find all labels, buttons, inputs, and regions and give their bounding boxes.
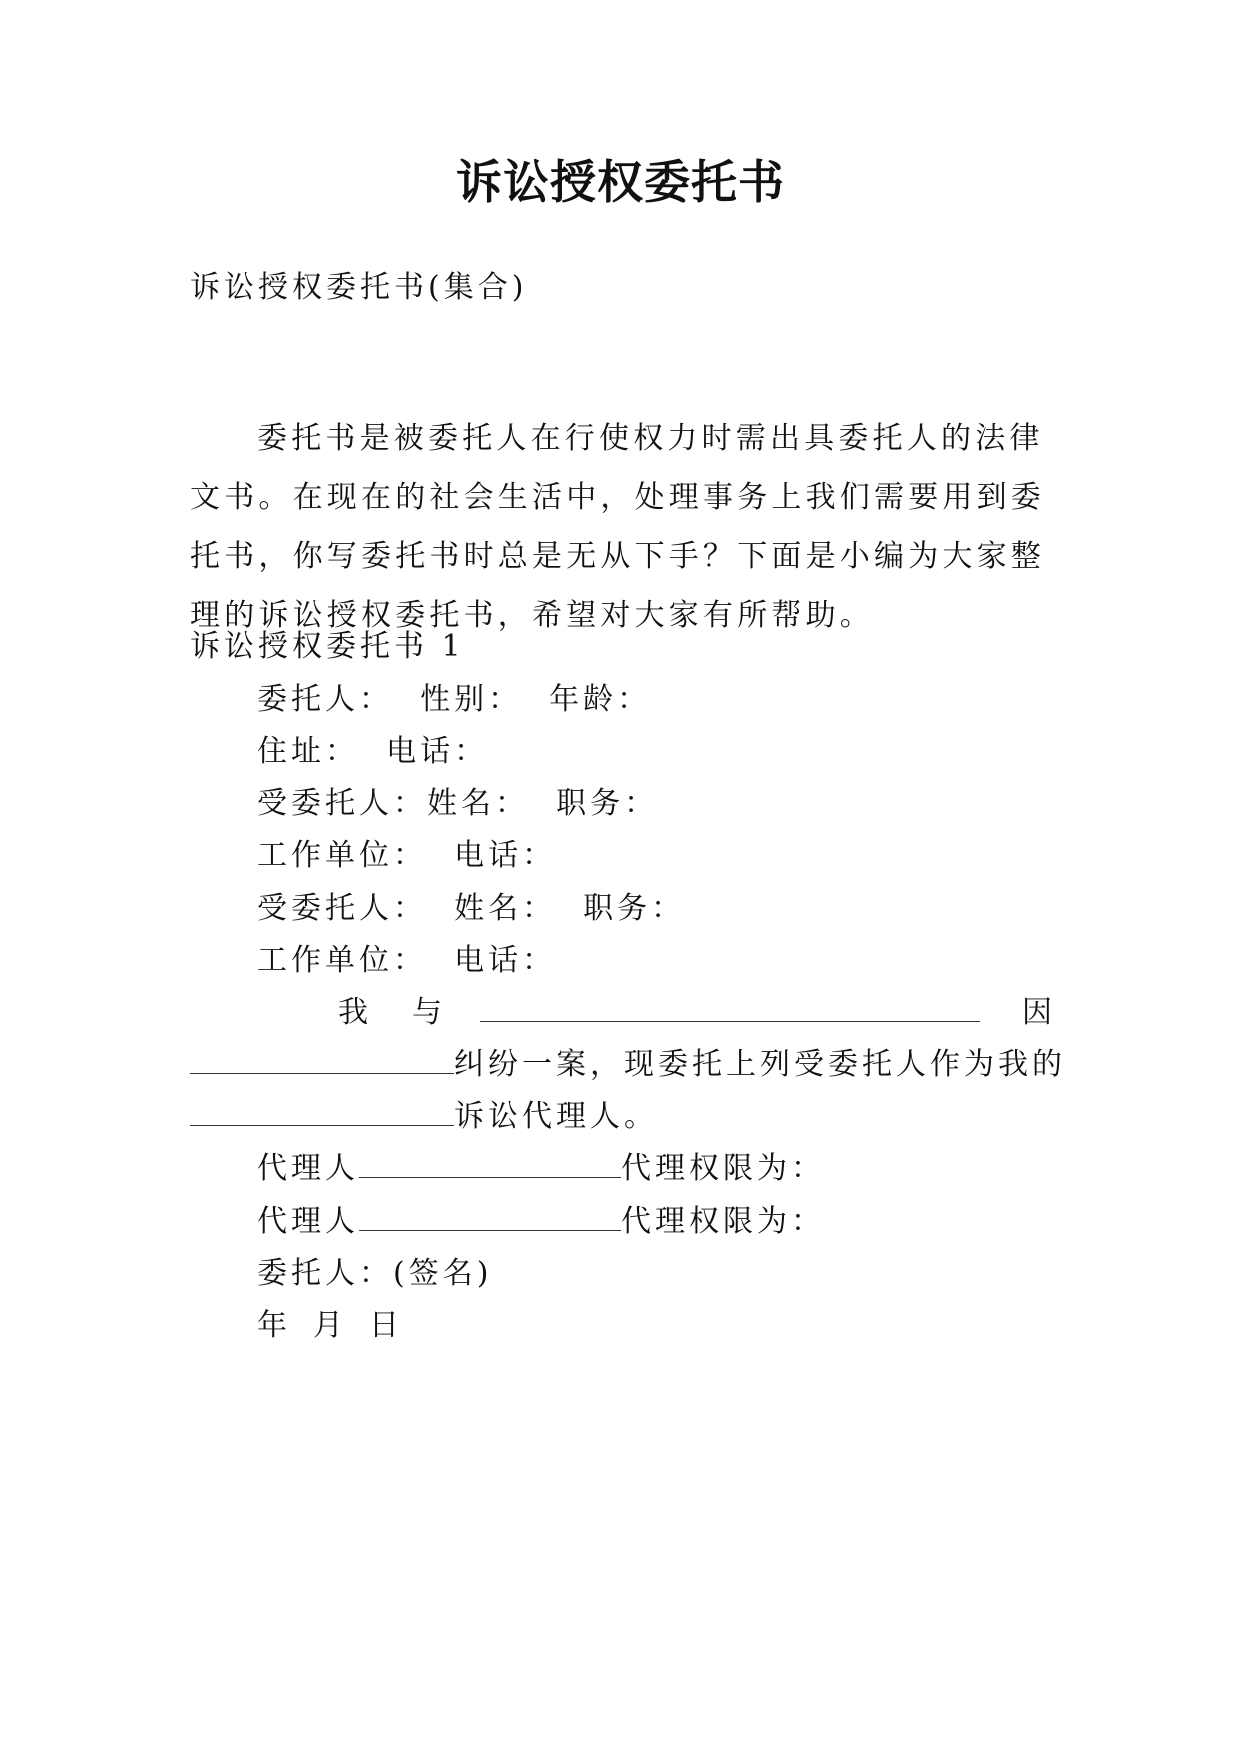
agent2-authority-label: 代理权限为：	[621, 1204, 825, 1239]
opposing-party-blank	[480, 993, 980, 1022]
agent2-label: 代理人	[257, 1204, 359, 1239]
agent-role-blank	[190, 1097, 454, 1126]
agent1-authority-label: 代理权限为：	[621, 1151, 825, 1186]
agent1-work-line: 工作单位： 电话：	[257, 838, 557, 873]
dispute-type-blank	[190, 1045, 454, 1074]
address-phone-line: 住址： 电话：	[257, 734, 489, 769]
agent1-authority-line	[257, 1149, 825, 1189]
agent1-name-line: 受委托人：姓名： 职务：	[257, 786, 659, 821]
document-title: 诉讼授权委托书	[456, 155, 785, 209]
section-heading: 诉讼授权委托书 1	[190, 629, 465, 664]
agent-role-line	[190, 1097, 658, 1137]
case-clause-line	[190, 993, 1052, 1033]
dispute-text: 纠纷一案，现委托上列受委托人作为我的	[454, 1047, 1066, 1082]
date-day: 日	[369, 1308, 403, 1343]
agent1-label: 代理人	[257, 1151, 359, 1186]
agent1-name-blank	[359, 1149, 621, 1178]
agent2-authority-line	[257, 1202, 825, 1242]
case-word-wo: 我	[338, 995, 368, 1030]
principal-info-line: 委托人： 性别： 年龄：	[257, 682, 652, 717]
document-subtitle: 诉讼授权委托书(集合)	[190, 270, 528, 305]
case-word-yu: 与	[412, 995, 442, 1030]
date-line	[257, 1306, 403, 1346]
case-word-yin: 因	[1022, 995, 1052, 1030]
intro-paragraph: 委托书是被委托人在行使权力时需出具委托人的法律文书。在现在的社会生活中，处理事务上我们需要用到委托书，你写委托书时总是无从下手？下面是小编为大家整理的诉讼授权委托书，希望对大家有所帮助。	[190, 421, 1045, 633]
agent-role-text: 诉讼代理人。	[454, 1099, 658, 1134]
date-month: 月	[313, 1308, 347, 1343]
date-year: 年	[257, 1308, 291, 1343]
dispute-line	[190, 1045, 1066, 1085]
signature-line: 委托人：(签名)	[257, 1256, 493, 1291]
agent2-work-line: 工作单位： 电话：	[257, 943, 557, 978]
agent2-name-blank	[359, 1202, 621, 1231]
agent2-name-line: 受委托人： 姓名： 职务：	[257, 891, 686, 926]
